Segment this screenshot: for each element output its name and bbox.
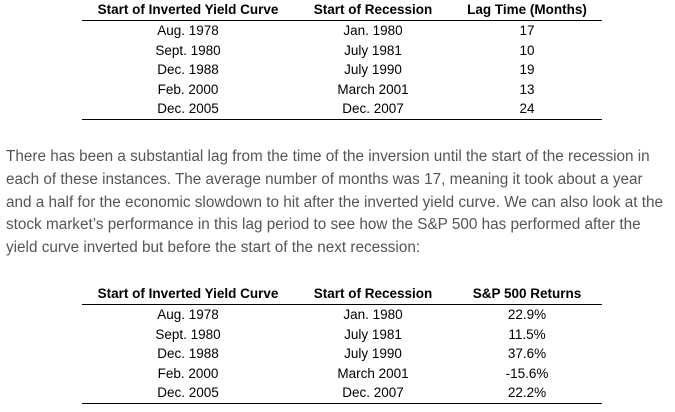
column-header-recession-start: Start of Recession [294, 284, 452, 305]
table-row [82, 383, 602, 403]
column-header-recession-start: Start of Recession [294, 0, 452, 21]
table-cell: 13 [519, 81, 535, 97]
column-header-inversion-start: Start of Inverted Yield Curve [82, 284, 294, 305]
column-header-sp500-returns: S&P 500 Returns [452, 284, 602, 305]
table-cell: 22.9% [507, 307, 547, 322]
sp500-returns-table [82, 284, 602, 404]
table-cell: July 1981 [344, 326, 402, 342]
lag-time-table [82, 0, 602, 120]
table-cell: Dec. 1988 [157, 62, 219, 77]
table-cell: Feb. 2000 [157, 81, 219, 97]
table-cell: 11.5% [508, 326, 546, 342]
table-cell: Sept. 1980 [155, 42, 221, 58]
column-header-lag-time: Lag Time (Months) [452, 0, 602, 21]
table-cell: July 1981 [344, 42, 402, 58]
table-row [82, 364, 602, 384]
table-cell: Dec. 2005 [82, 99, 294, 119]
table-cell: Feb. 2000 [157, 365, 219, 381]
table-row [82, 325, 602, 345]
table-cell: 19 [519, 62, 535, 77]
table-cell: 24 [452, 99, 602, 119]
table-cell: Sept. 1980 [155, 326, 221, 342]
table-cell: -15.6% [505, 365, 549, 381]
table-cell: Jan. 1980 [343, 307, 403, 322]
table-row [82, 99, 602, 119]
table-cell: March 2001 [337, 81, 409, 97]
table-cell: March 2001 [337, 365, 409, 381]
table-cell: Jan. 1980 [343, 23, 403, 38]
table-cell: Aug. 1978 [157, 307, 219, 322]
table-row [82, 21, 602, 41]
body-paragraph: There has been a substantial lag from the time of the inversion until the start of the recession in each of these instances. The average number of months was 17, meaning it took about a year and a half for the economic slowdown to hit after the inverted yield curve. We can also look at the stock market’s performance in this lag period to see how the S&P 500 has performed after the yield curve inverted but before the start of the next recession: [6, 148, 663, 257]
table-cell: Dec. 1988 [157, 346, 219, 361]
table-cell: July 1990 [344, 346, 402, 361]
table-cell: 37.6% [507, 346, 547, 361]
table-cell: Aug. 1978 [157, 23, 219, 38]
table-cell: 10 [519, 42, 535, 58]
table-cell: 22.2% [452, 383, 602, 403]
table-cell: Dec. 2005 [82, 383, 294, 403]
table-row [82, 60, 602, 80]
column-header-inversion-start: Start of Inverted Yield Curve [82, 0, 294, 21]
table-row [82, 344, 602, 364]
table-cell: 17 [519, 23, 535, 38]
table-row [82, 41, 602, 61]
table-row [82, 305, 602, 325]
table-cell: Dec. 2007 [294, 99, 452, 119]
table-header-row [82, 284, 602, 305]
table-header-row [82, 0, 602, 21]
table-cell: July 1990 [344, 62, 402, 77]
table-cell: Dec. 2007 [294, 383, 452, 403]
table-row [82, 80, 602, 100]
